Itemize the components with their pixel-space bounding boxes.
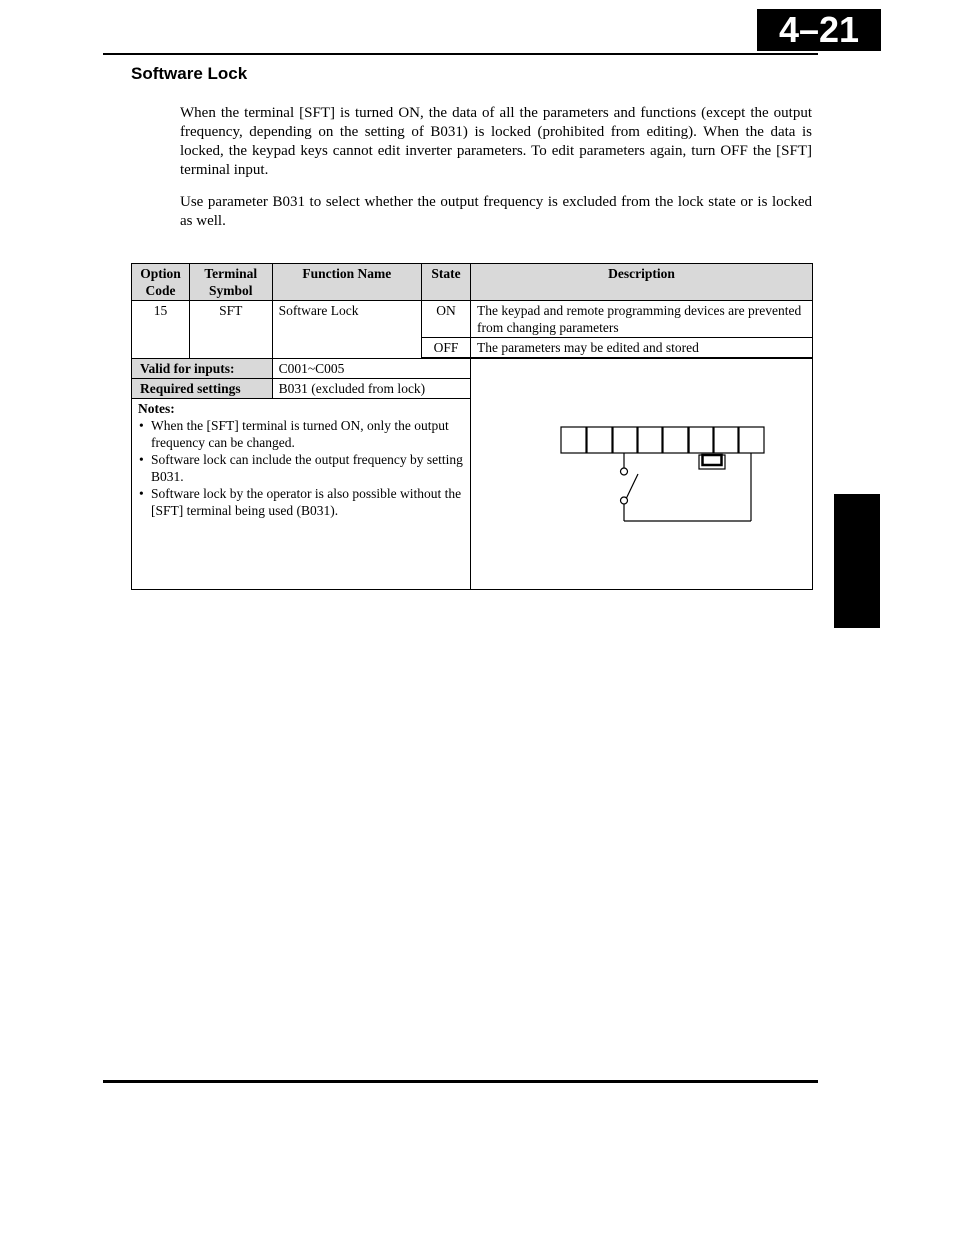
function-name-value: Software Lock [272, 301, 421, 359]
state-on: ON [422, 301, 471, 338]
chapter-tab [834, 494, 880, 628]
top-rule [103, 53, 818, 55]
notes-title: Notes: [138, 401, 175, 416]
wiring-diagram [471, 361, 812, 587]
option-code-value: 15 [132, 301, 190, 359]
table-row [132, 301, 813, 338]
valid-inputs-row [132, 358, 813, 379]
wiring-diagram-cell [470, 358, 812, 590]
list-item: • Software lock can include the output frequency by setting B031. [138, 451, 464, 485]
table-header-row [132, 264, 813, 301]
software-lock-table [131, 263, 813, 590]
valid-inputs-label: Valid for inputs: [132, 358, 273, 379]
b031-paragraph: Use parameter B031 to select whether the output frequency is excluded from the lock state or is locked as well. [180, 194, 812, 229]
list-item: • When the [SFT] terminal is turned ON, only the output frequency can be changed. [138, 417, 464, 451]
terminal-symbol-value: SFT [189, 301, 272, 359]
header-function-name: Function Name [272, 264, 421, 301]
header-description: Description [470, 264, 812, 301]
valid-inputs-value: C001~C005 [272, 358, 470, 379]
required-settings-label: Required settings [132, 379, 273, 399]
description-off: The parameters may be edited and stored [470, 338, 812, 359]
description-on: The keypad and remote programming devices are prevented from changing parameters [470, 301, 812, 338]
state-off: OFF [422, 338, 471, 359]
switch [620, 453, 751, 521]
header-option-code: Option Code [132, 264, 190, 301]
bottom-rule [103, 1080, 818, 1083]
notes-list [138, 417, 464, 519]
notes-cell [132, 399, 471, 590]
section-title: Software Lock [131, 64, 248, 83]
required-settings-value: B031 (excluded from lock) [272, 379, 470, 399]
terminal-block [561, 427, 764, 453]
page-number: 4–21 [757, 9, 881, 51]
intro-paragraph: When the terminal [SFT] is turned ON, the data of all the parameters and functions (except the output frequency, depending on the setting of B031) is locked (prohibited from editing). When the data is locked, the keypad keys cannot edit inverter parameters. To edit parameters again, turn OFF the [SFT] terminal input. [180, 105, 812, 178]
list-item: • Software lock by the operator is also possible without the [SFT] terminal being used (B031). [138, 485, 464, 519]
header-terminal-symbol: Terminal Symbol [189, 264, 272, 301]
header-state: State [422, 264, 471, 301]
